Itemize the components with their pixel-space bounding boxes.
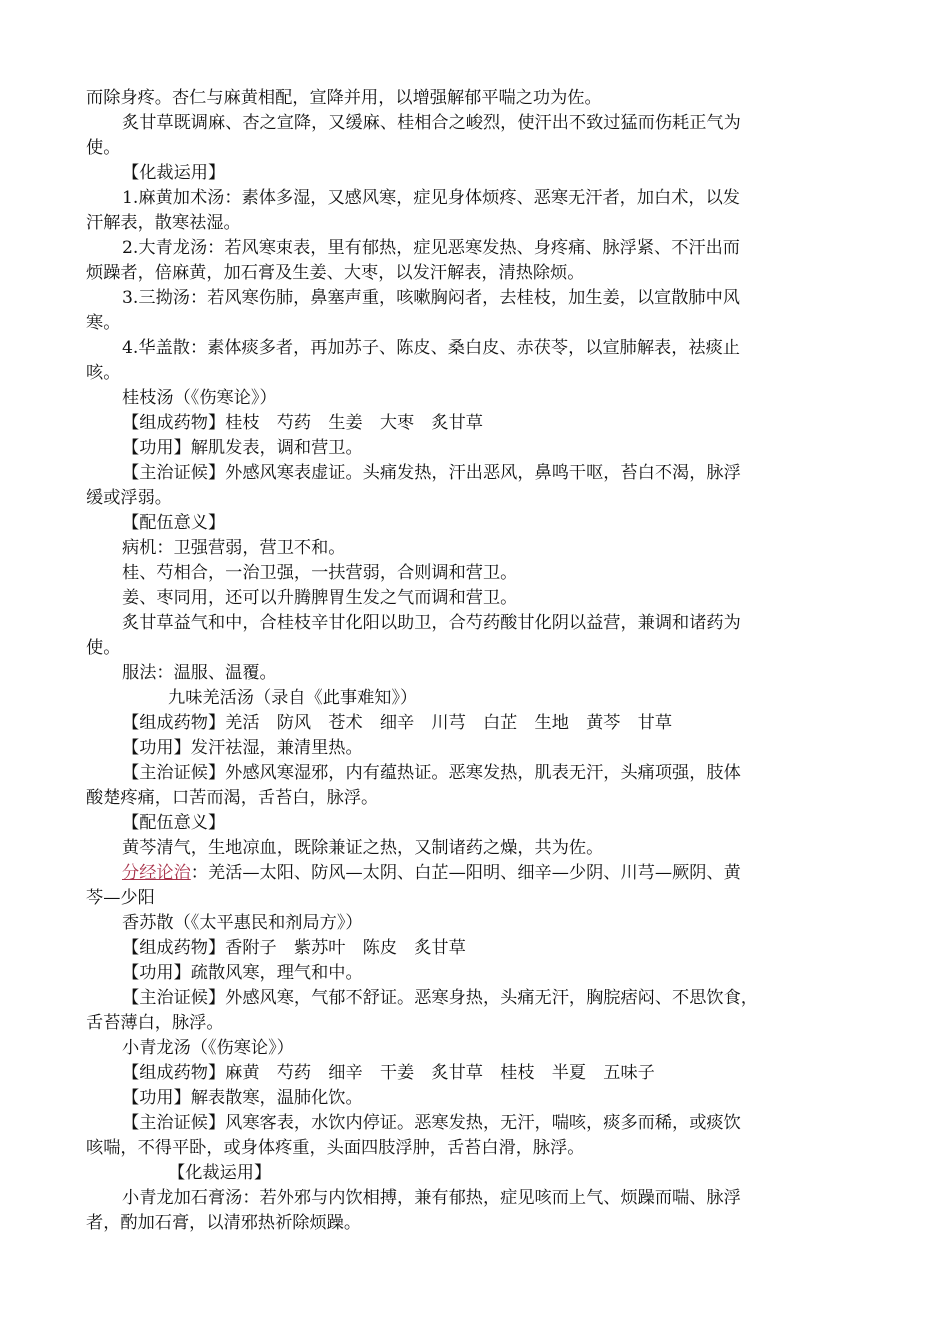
text-line: 【主治证候】外感风寒，气郁不舒证。恶寒身热，头痛无汗，胸脘痞闷、不思饮食， xyxy=(122,988,758,1008)
text-line: 服法：温服、温覆。 xyxy=(122,663,277,683)
text-line: 而除身疼。杏仁与麻黄相配，宣降并用，以增强解郁平喘之功为佐。 xyxy=(86,88,602,108)
text-line: 2.大青龙汤：若风寒束表，里有郁热，症见恶寒发热、身疼痛、脉浮紧、不汗出而 xyxy=(122,238,740,258)
text-line: 【组成药物】香附子 紫苏叶 陈皮 炙甘草 xyxy=(122,938,466,958)
text-line: 【主治证候】风寒客表，水饮内停证。恶寒发热，无汗，喘咳，痰多而稀，或痰饮 xyxy=(122,1113,741,1133)
text-line: 桂、芍相合，一治卫强，一扶营弱，合则调和营卫。 xyxy=(122,563,518,583)
text-line: 缓或浮弱。 xyxy=(86,488,172,508)
section-heading: 【化裁运用】 xyxy=(122,163,226,183)
section-heading: 【配伍意义】 xyxy=(122,513,226,533)
text-line: 炙甘草益气和中，合桂枝辛甘化阳以助卫，合芍药酸甘化阴以益营，兼调和诸药为 xyxy=(122,613,741,633)
text-line: 酸楚疼痛，口苦而渴，舌苔白，脉浮。 xyxy=(86,788,379,808)
text-line: 舌苔薄白，脉浮。 xyxy=(86,1013,224,1033)
text-span: ：羌活—太阳、防风—太阴、白芷—阳明、细辛—少阴、川芎—厥阴、黄 xyxy=(190,863,741,883)
text-line: 寒。 xyxy=(86,313,121,333)
text-line: 汗解表，散寒祛湿。 xyxy=(86,213,241,233)
text-line: 使。 xyxy=(86,138,121,158)
text-line: 病机：卫强营弱，营卫不和。 xyxy=(122,538,346,558)
text-line: 姜、枣同用，还可以升腾脾胃生发之气而调和营卫。 xyxy=(122,588,518,608)
formula-title: 九味羌活汤（录自《此事难知》） xyxy=(168,688,418,708)
text-line: 4.华盖散：素体痰多者，再加苏子、陈皮、桑白皮、赤茯苓，以宣肺解表，祛痰止 xyxy=(122,338,740,358)
text-line: 1.麻黄加术汤：素体多湿，又感风寒，症见身体烦疼、恶寒无汗者，加白术，以发 xyxy=(122,188,740,208)
text-line: 芩—少阳 xyxy=(86,888,155,908)
text-line: 小青龙加石膏汤：若外邪与内饮相搏，兼有郁热，症见咳而上气、烦躁而喘、脉浮 xyxy=(122,1188,741,1208)
text-line: 咳喘，不得平卧，或身体疼重，头面四肢浮肿，舌苔白滑，脉浮。 xyxy=(86,1138,585,1158)
text-line: 咳。 xyxy=(86,363,121,383)
document-body xyxy=(86,86,866,1236)
section-heading: 【化裁运用】 xyxy=(168,1163,272,1183)
formula-title: 桂枝汤（《伤寒论》） xyxy=(122,388,277,408)
formula-title: 小青龙汤（《伤寒论》） xyxy=(122,1038,294,1058)
text-line: 者，酌加石膏，以清邪热祈除烦躁。 xyxy=(86,1213,362,1233)
text-line: 3.三拗汤：若风寒伤肺，鼻塞声重，咳嗽胸闷者，去桂枝，加生姜，以宣散肺中风 xyxy=(122,288,740,308)
text-line: 【组成药物】羌活 防风 苍术 细辛 川芎 白芷 生地 黄芩 甘草 xyxy=(122,713,673,733)
text-line xyxy=(86,861,866,886)
text-line: 烦躁者，倍麻黄，加石膏及生姜、大枣，以发汗解表，清热除烦。 xyxy=(86,263,585,283)
fenjing-lunzhi-link[interactable]: 分经论治 xyxy=(122,863,191,883)
text-line: 【组成药物】麻黄 芍药 细辛 干姜 炙甘草 桂枝 半夏 五味子 xyxy=(122,1063,655,1083)
section-heading: 【配伍意义】 xyxy=(122,813,226,833)
formula-title: 香苏散（《太平惠民和剂局方》） xyxy=(122,913,363,933)
text-line: 【主治证候】外感风寒表虚证。头痛发热，汗出恶风，鼻鸣干呕，苔白不渴，脉浮 xyxy=(122,463,741,483)
text-line: 【功用】解表散寒，温肺化饮。 xyxy=(122,1088,363,1108)
text-line: 【功用】疏散风寒，理气和中。 xyxy=(122,963,363,983)
text-line: 黄芩清气，生地凉血，既除兼证之热，又制诸药之燥，共为佐。 xyxy=(122,838,604,858)
text-line: 【功用】发汗祛湿，兼清里热。 xyxy=(122,738,363,758)
text-line: 使。 xyxy=(86,638,121,658)
text-line: 炙甘草既调麻、杏之宣降，又缓麻、桂相合之峻烈，使汗出不致过猛而伤耗正气为 xyxy=(122,113,741,133)
text-line: 【功用】解肌发表，调和营卫。 xyxy=(122,438,363,458)
text-line: 【主治证候】外感风寒湿邪，内有蕴热证。恶寒发热，肌表无汗，头痛项强，肢体 xyxy=(122,763,741,783)
text-line: 【组成药物】桂枝 芍药 生姜 大枣 炙甘草 xyxy=(122,413,483,433)
